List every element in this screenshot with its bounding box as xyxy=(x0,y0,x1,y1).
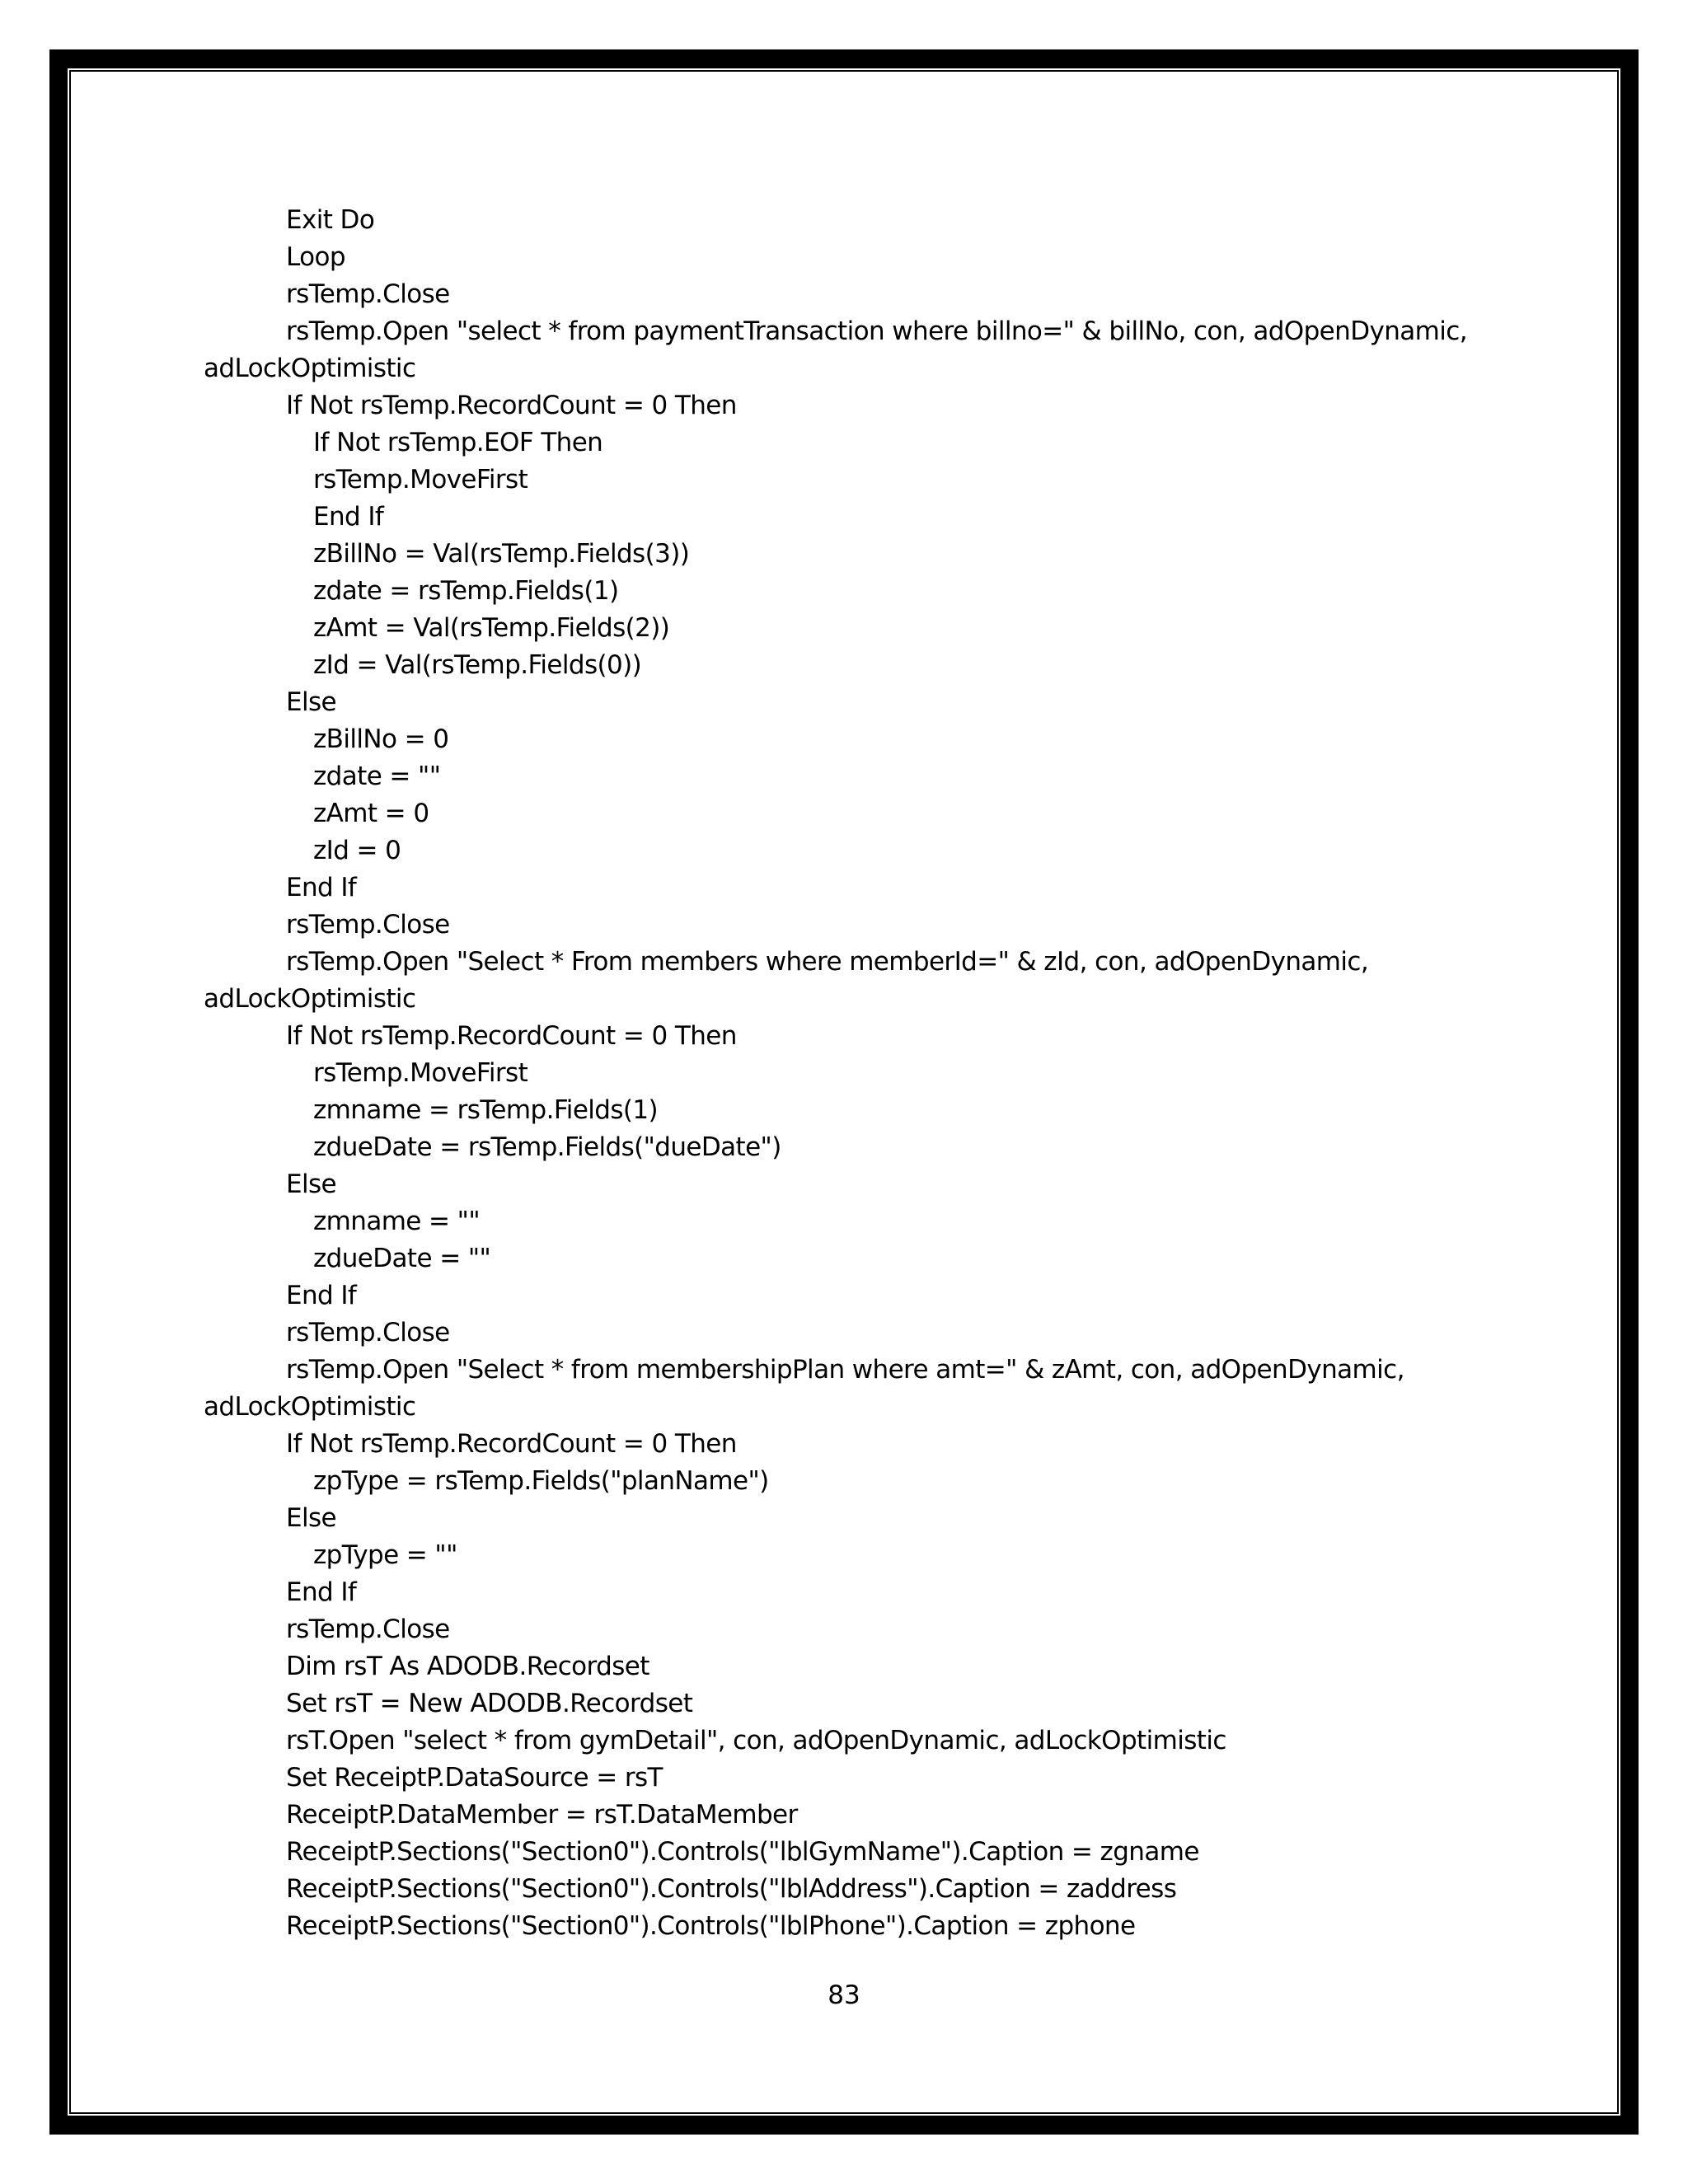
code-line: rsTemp.Close xyxy=(286,1615,450,1644)
code-line: Exit Do xyxy=(286,205,375,235)
code-line: zpType = "" xyxy=(313,1540,457,1570)
code-line: rsTemp.Open "select * from paymentTransaction where billno=" & billNo, con, adOpenDynamic, xyxy=(286,316,1467,346)
code-line: rsTemp.Close xyxy=(286,910,450,940)
code-line: If Not rsTemp.EOF Then xyxy=(313,428,603,457)
code-line: zBillNo = Val(rsTemp.Fields(3)) xyxy=(313,539,690,569)
code-line: Dim rsT As ADODB.Recordset xyxy=(286,1652,649,1681)
code-line: zdueDate = rsTemp.Fields("dueDate") xyxy=(313,1132,781,1162)
code-line: adLockOptimistic xyxy=(204,354,416,383)
code-line: Else xyxy=(286,687,337,717)
code-line: zAmt = 0 xyxy=(313,799,429,828)
code-line: Else xyxy=(286,1503,337,1533)
code-line: rsTemp.Close xyxy=(286,1318,450,1347)
code-line: zdate = "" xyxy=(313,762,441,791)
code-line: zpType = rsTemp.Fields("planName") xyxy=(313,1466,769,1496)
code-line: ReceiptP.Sections("Section0").Controls("lblGymName").Caption = zgname xyxy=(286,1837,1199,1867)
code-line: zAmt = Val(rsTemp.Fields(2)) xyxy=(313,613,670,643)
code-line: If Not rsTemp.RecordCount = 0 Then xyxy=(286,1021,737,1051)
code-line: rsTemp.Close xyxy=(286,279,450,309)
code-line: Loop xyxy=(286,242,345,272)
code-line: zdueDate = "" xyxy=(313,1244,491,1273)
code-line: If Not rsTemp.RecordCount = 0 Then xyxy=(286,391,737,420)
code-line: zdate = rsTemp.Fields(1) xyxy=(313,576,619,606)
code-line: End If xyxy=(313,502,384,532)
code-line: If Not rsTemp.RecordCount = 0 Then xyxy=(286,1429,737,1459)
code-line: End If xyxy=(286,1281,357,1310)
page-number: 83 xyxy=(828,1980,860,2010)
code-line: zmname = rsTemp.Fields(1) xyxy=(313,1095,659,1125)
code-line: rsTemp.Open "Select * from membershipPlan where amt=" & zAmt, con, adOpenDynamic, xyxy=(286,1355,1404,1385)
code-line: adLockOptimistic xyxy=(204,984,416,1014)
code-line: zId = 0 xyxy=(313,836,401,865)
code-line: ReceiptP.Sections("Section0").Controls("lblPhone").Caption = zphone xyxy=(286,1911,1136,1941)
code-line: rsTemp.Open "Select * From members where memberId=" & zId, con, adOpenDynamic, xyxy=(286,947,1369,977)
code-line: rsTemp.MoveFirst xyxy=(313,465,528,494)
code-line: adLockOptimistic xyxy=(204,1392,416,1422)
code-line: rsT.Open "select * from gymDetail", con, adOpenDynamic, adLockOptimistic xyxy=(286,1726,1226,1755)
code-line: zId = Val(rsTemp.Fields(0)) xyxy=(313,650,642,680)
code-line: Set ReceiptP.DataSource = rsT xyxy=(286,1763,663,1793)
code-line: ReceiptP.Sections("Section0").Controls("lblAddress").Caption = zaddress xyxy=(286,1874,1177,1904)
code-line: Set rsT = New ADODB.Recordset xyxy=(286,1689,693,1718)
code-line: rsTemp.MoveFirst xyxy=(313,1058,528,1088)
code-line: End If xyxy=(286,1577,357,1607)
code-line: zBillNo = 0 xyxy=(313,724,449,754)
code-line: End If xyxy=(286,873,357,902)
code-line: ReceiptP.DataMember = rsT.DataMember xyxy=(286,1800,798,1830)
code-line: zmname = "" xyxy=(313,1207,480,1236)
code-line: Else xyxy=(286,1169,337,1199)
